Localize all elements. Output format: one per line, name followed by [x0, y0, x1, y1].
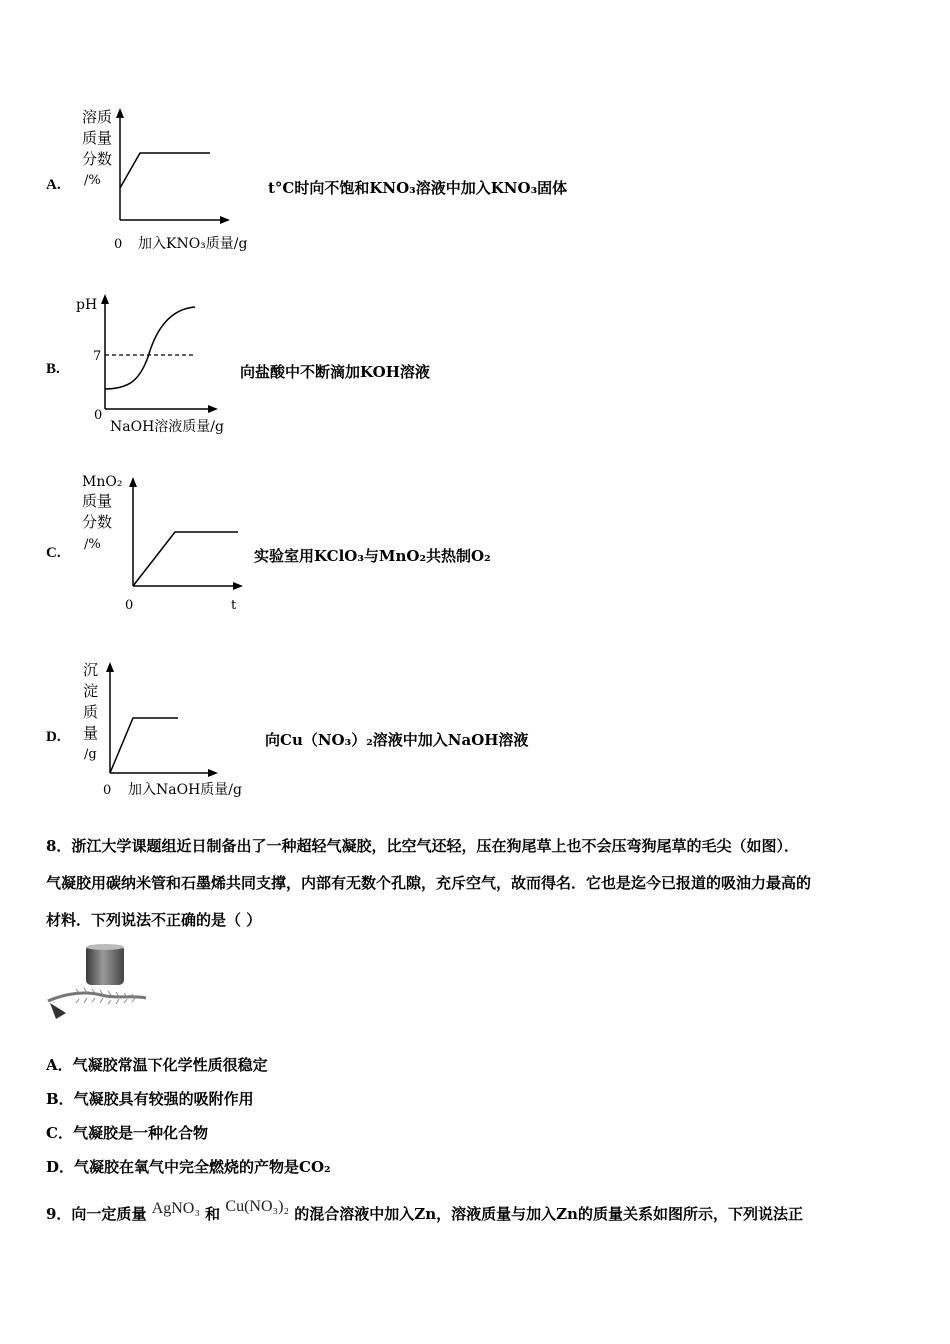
option-d-description: 向Cu（NO₃）₂溶液中加入NaOH溶液	[265, 731, 529, 749]
graph-c-ylabel-3: 分数	[82, 513, 113, 531]
graph-d-xlabel: 加入NaOH质量/g	[128, 782, 242, 798]
grass-leaf	[50, 1003, 66, 1019]
q8-choice-d: D．气凝胶在氧气中完全燃烧的产物是CO₂	[46, 1158, 331, 1176]
graph-b-xaxis-arrow	[208, 405, 218, 413]
grass-stem	[48, 993, 146, 1001]
graph-a-xlabel: 加入KNO₃质量/g	[138, 236, 248, 252]
graph-c-ylabel-1: MnO₂	[82, 474, 123, 490]
graph-a-ylabel-1: 溶质	[82, 108, 113, 126]
graph-a-ylabel-3: 分数	[82, 150, 113, 168]
question-8-line-2: 气凝胶用碳纳米管和石墨烯共同支撑，内部有无数个孔隙，充斥空气，故而得名．它也是迄今已报道的吸油力最高的	[46, 874, 812, 892]
graph-c-xaxis-arrow	[233, 582, 243, 590]
option-a-letter: A.	[46, 177, 61, 193]
q9-suffix: 的混合溶液中加入Zn，溶液质量与加入Zn的质量关系如图所示，下列说法正	[294, 1205, 803, 1223]
graph-a-xaxis-arrow	[220, 216, 230, 224]
question-9-line	[46, 1198, 803, 1224]
aerogel-block	[86, 945, 124, 985]
option-b-description: 向盐酸中不断滴加KOH溶液	[240, 363, 430, 381]
graph-d	[70, 655, 270, 805]
graph-a-ylabel-2: 质量	[82, 129, 113, 147]
question-8-line-3: 材料．下列说法不正确的是（ ）	[46, 911, 262, 929]
graph-c-curve	[133, 532, 238, 586]
q8-choice-c: C．气凝胶是一种化合物	[46, 1124, 208, 1142]
graph-b-xlabel: NaOH溶液质量/g	[110, 419, 224, 435]
option-d-letter: D.	[46, 729, 61, 745]
graph-a-yaxis-arrow	[116, 108, 124, 118]
option-c-letter: C.	[46, 545, 61, 561]
graph-b	[70, 287, 250, 442]
graph-d-ylabel-1: 沉	[83, 661, 99, 679]
graph-c-yaxis-arrow	[129, 477, 137, 487]
graph-b-ytick-7: 7	[93, 349, 102, 364]
graph-b-origin: 0	[94, 408, 103, 423]
graph-a-origin: 0	[114, 237, 123, 252]
graph-a-curve	[120, 153, 210, 188]
graph-c-ylabel-4: /%	[84, 537, 101, 552]
graph-d-origin: 0	[103, 783, 112, 798]
q8-choice-a: A．气凝胶常温下化学性质很稳定	[46, 1056, 268, 1074]
graph-a	[70, 100, 270, 260]
question-8-line-1: 8．浙江大学课题组近日制备出了一种超轻气凝胶，比空气还轻，压在狗尾草上也不会压弯狗尾草的毛尖（如图）．	[46, 837, 799, 855]
graph-b-curve	[105, 307, 195, 389]
graph-c-ylabel-2: 质量	[82, 492, 113, 510]
graph-c-xlabel: t	[231, 598, 237, 613]
graph-b-ylabel: pH	[76, 297, 98, 313]
graph-c	[70, 468, 260, 618]
option-c-description: 实验室用KClO₃与MnO₂共热制O₂	[254, 547, 491, 565]
option-a-description: t°C时向不饱和KNO₃溶液中加入KNO₃固体	[268, 179, 568, 197]
graph-d-ylabel-4: 量	[83, 724, 99, 742]
option-b-letter: B.	[46, 361, 60, 377]
graph-a-ylabel-4: /%	[84, 173, 101, 188]
aerogel-photo	[46, 943, 150, 1021]
q9-formula-agno3: AgNO₃	[151, 1200, 200, 1217]
graph-d-ylabel-5: /g	[84, 747, 97, 762]
graph-d-curve	[110, 718, 178, 773]
question-8-text	[46, 828, 906, 939]
graph-c-origin: 0	[125, 598, 134, 613]
graph-d-ylabel-2: 淀	[83, 682, 99, 700]
q8-choice-b: B．气凝胶具有较强的吸附作用	[46, 1090, 254, 1108]
graph-d-yaxis-arrow	[106, 662, 114, 672]
q9-formula-cuno3: Cu(NO₃)₂	[225, 1198, 290, 1215]
q9-prefix: 9．向一定质量	[46, 1205, 147, 1223]
q9-conj: 和	[205, 1205, 221, 1223]
graph-d-ylabel-3: 质	[83, 703, 99, 721]
graph-d-xaxis-arrow	[208, 769, 218, 777]
graph-b-yaxis-arrow	[101, 294, 109, 304]
